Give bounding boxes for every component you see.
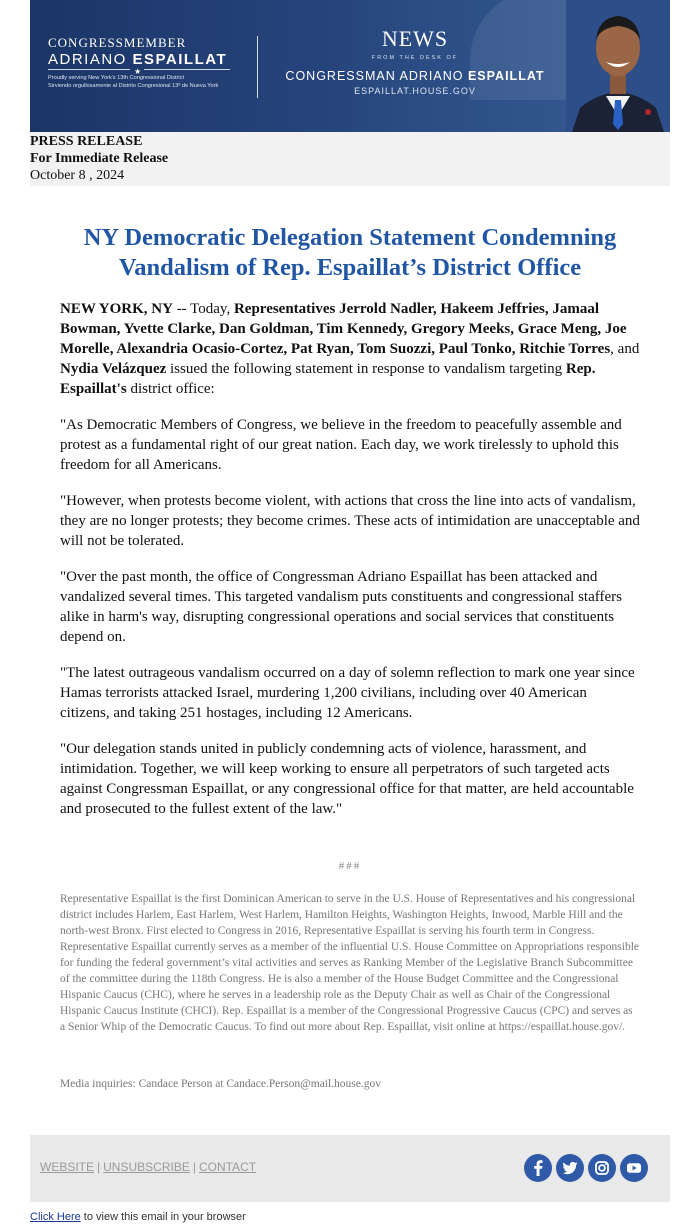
- press-release-label: PRESS RELEASE: [30, 134, 143, 149]
- release-date: October 8 , 2024: [30, 168, 125, 183]
- name-first: ADRIANO: [48, 51, 127, 68]
- footer-separator: |: [97, 1160, 101, 1174]
- representatives-list: Representatives Jerrold Nadler, Hakeem Jeffries, Jamaal Bowman, Yvette Clarke, Dan Goldman, Tim Kennedy, Gregory Meeks, Grace Meng, Joe Morelle, Alexandria Ocasio-Cortez, Pat Ryan, Tom Suozzi, Paul Tonko, Ritchie Torres: [60, 301, 627, 357]
- congressmember-name: [48, 51, 227, 68]
- intro-paragraph: [60, 299, 640, 399]
- banner-divider: [257, 36, 258, 98]
- desk-name-last: ESPAILLAT: [467, 69, 545, 83]
- congressmember-label: CONGRESSMEMBER: [48, 35, 187, 50]
- target-rep: Rep. Espaillat's: [60, 361, 596, 397]
- statement-paragraph: "As Democratic Members of Congress, we believe in the freedom to peacefully assemble and protest as a fundamental right of our great nation. Each day, we work tirelessly to uphold this freedom for all Americans.: [60, 417, 622, 473]
- footer-separator: |: [192, 1160, 196, 1174]
- footer-links: [40, 1160, 256, 1174]
- twitter-icon[interactable]: [556, 1154, 584, 1182]
- immediate-release-label: For Immediate Release: [30, 151, 169, 166]
- header-banner: [30, 0, 670, 132]
- news-title: NEWS: [381, 26, 449, 51]
- congressman-portrait: [566, 0, 670, 132]
- website-link[interactable]: WEBSITE: [40, 1160, 95, 1174]
- statement-paragraph: "However, when protests become violent, with actions that cross the line into acts of vandalism, they are no longer protests; they become crimes. These acts of intimidation are unacceptable and will not be tolerated.: [60, 493, 640, 549]
- instagram-icon[interactable]: [588, 1154, 616, 1182]
- desk-name: [278, 69, 552, 83]
- name-last: ESPAILLAT: [132, 51, 228, 68]
- from-desk-label: FROM THE DESK OF: [371, 55, 459, 61]
- intro-and: , and: [610, 341, 640, 357]
- view-browser-text: to view this email in your browser: [80, 1211, 246, 1223]
- click-here-link[interactable]: Click Here: [30, 1211, 81, 1223]
- name-rule-right: [144, 69, 230, 70]
- last-representative: Nydia Velázquez: [60, 361, 167, 377]
- about-representative: Representative Espaillat is the first Dominican American to serve in the U.S. House of Representatives and his congressional district includes Harlem, East Harlem, West Harlem, Hamilton Heights, Washington Heights, Inwood, Marble Hill and the north-west Bronx. First elected to Congress in 2016, Representative Espaillat is serving his fourth term in Congress. Representative Espaillat currently serves as a member of the influential U.S. House Committee on Appropriations responsible for funding the federal government’s vital activities and serves as Ranking Member of the Legislative Branch Subcommittee of the committee during the 118th Congress. He is also a member of the House Budget Committee and the Congressional Hispanic Caucus (CHC), where he serves in a leadership role as the Deputy Chair as well as Chair of the Congressional Hispanic Caucus Institute (CHCI). Rep. Espaillat is a member of the Congressional Progressive Caucus (CPC) and serves as a Senior Whip of the Democratic Caucus. To find out more about Rep. Espaillat, visit online at https://espaillat.house.gov/.: [60, 893, 640, 1033]
- banner-website: ESPAILLAT.HOUSE.GOV: [354, 86, 476, 96]
- proudly-serving-text: Proudly serving New York's 13th Congressional District: [48, 75, 185, 81]
- intro-lead: -- Today,: [172, 301, 234, 317]
- sirviendo-text: Sirviendo orgullosamente al Distrito Congresional 13º de Nueva York: [48, 83, 219, 89]
- social-links: [524, 1154, 648, 1182]
- dateline: NEW YORK, NY: [60, 301, 173, 317]
- youtube-icon[interactable]: [620, 1154, 648, 1182]
- press-release-info: [30, 132, 670, 186]
- statement-paragraph: "The latest outrageous vandalism occurred on a day of solemn reflection to mark one year since Hamas terrorists attacked Israel, murdering 1,200 civilians, including over 40 American citizens, and taking 251 hostages, including 12 Americans.: [60, 665, 635, 721]
- contact-link[interactable]: CONTACT: [198, 1160, 257, 1174]
- view-in-browser: [30, 1211, 246, 1223]
- end-mark: ###: [338, 860, 362, 872]
- article-body: [60, 299, 640, 835]
- facebook-icon[interactable]: [524, 1154, 552, 1182]
- footer: [30, 1135, 670, 1202]
- intro-mid: issued the following statement in response to vandalism targeting: [166, 361, 566, 377]
- name-rule-left: [48, 69, 130, 70]
- media-inquiries: Media inquiries: Candace Person at Candace.Person@mail.house.gov: [60, 1078, 382, 1090]
- statement-paragraph: "Over the past month, the office of Congressman Adriano Espaillat has been attacked and vandalized several times. This targeted vandalism puts constituents and congressional staffers alike in harm's way, disrupting congressional operations and social services that constituents depend on.: [60, 569, 622, 645]
- headline: NY Democratic Delegation Statement Condemning Vandalism of Rep. Espaillat’s District Office: [83, 224, 617, 281]
- desk-name-first: CONGRESSMAN ADRIANO: [285, 69, 464, 83]
- unsubscribe-link[interactable]: UNSUBSCRIBE: [103, 1160, 190, 1174]
- star-icon: ★: [134, 67, 142, 76]
- intro-tail: district office:: [126, 381, 215, 397]
- statement-paragraph: "Our delegation stands united in publicly condemning acts of violence, harassment, and intimidation. Together, we will keep working to ensure all perpetrators of such targeted acts against Congressman Espaillat, or any congressional office for that matter, are held accountable and prosecuted to the fullest extent of the law.": [60, 741, 634, 817]
